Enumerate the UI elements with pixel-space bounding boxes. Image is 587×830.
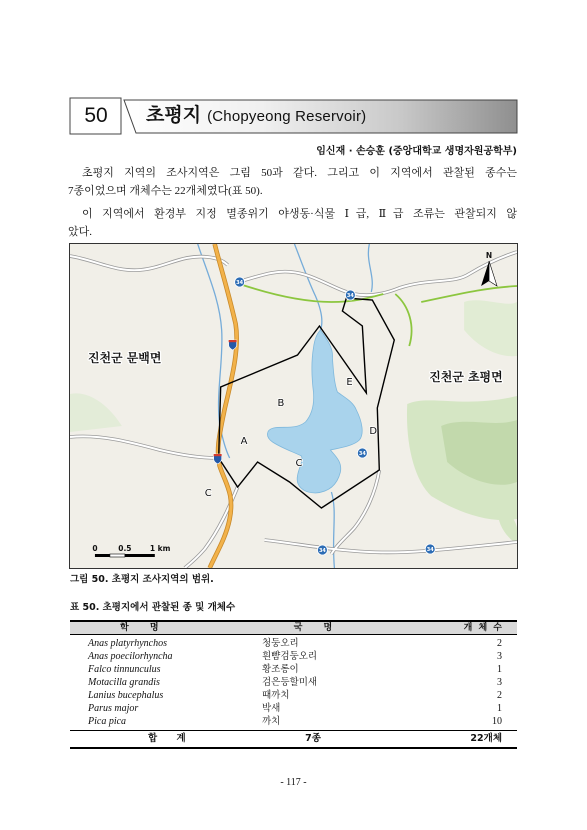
svg-text:34: 34 — [358, 450, 366, 457]
paragraph-line: 7종이었으며 개체수는 22개체였다(표 50). — [68, 185, 263, 197]
svg-text:34: 34 — [426, 546, 434, 553]
table-row — [70, 702, 517, 715]
survey-area-map — [69, 243, 518, 569]
table-row — [70, 715, 517, 731]
site-letter-b: B — [277, 397, 285, 410]
paragraph-line: 았다. — [68, 226, 93, 238]
scientific-name: Anas poecilorhyncha — [88, 651, 173, 662]
figure-caption: 그림 50. 초평지 조사지역의 범위. — [70, 574, 214, 585]
individual-count: 3 — [497, 677, 502, 688]
north-label: N — [485, 250, 493, 261]
scientific-name: Pica pica — [88, 716, 127, 727]
table-row — [70, 663, 517, 676]
table-row — [70, 676, 517, 689]
paragraph-2 — [68, 205, 517, 241]
total-species: 7종 — [248, 731, 378, 749]
korean-name: 황조롱이 — [262, 664, 299, 675]
section-title-korean: 초평지 — [146, 105, 202, 126]
table-total-row — [70, 731, 517, 749]
species-table — [70, 620, 517, 749]
korean-name: 흰뺨검둥오리 — [262, 651, 318, 662]
scientific-name: Motacilla grandis — [88, 677, 160, 688]
individual-count: 10 — [492, 716, 502, 727]
korean-name: 때까치 — [262, 690, 290, 701]
table-row — [70, 650, 517, 663]
scientific-name: Lanius bucephalus — [88, 690, 164, 701]
total-individuals: 22개체 — [378, 731, 517, 749]
korean-name: 까치 — [262, 716, 281, 727]
scientific-name: Anas platyrhynchos — [88, 638, 167, 649]
region-label-munbaek: 진천군 문백면 — [87, 350, 162, 366]
scientific-name: Falco tinnunculus — [88, 664, 161, 675]
section-number: 50 — [84, 104, 108, 127]
korean-name: 박새 — [262, 703, 281, 714]
paragraph-1 — [68, 164, 517, 200]
author-line: 임신재 · 손승훈 (중앙대학교 생명자원공학부) — [316, 146, 517, 157]
paragraph-line: 이 지역에서 환경부 지정 멸종위기 야생동·식물 Ⅰ급, Ⅱ급 조류는 관찰되지 않 — [82, 208, 517, 220]
route-shield — [345, 290, 355, 300]
section-title — [146, 99, 366, 133]
route-shield — [357, 448, 367, 458]
scale-label: 1 km — [149, 543, 171, 554]
route-shield — [425, 544, 435, 554]
individual-count: 2 — [497, 690, 502, 701]
individual-count: 1 — [497, 703, 502, 714]
header-count: 개 체 수 — [378, 621, 517, 635]
route-shield — [317, 545, 327, 555]
header-scientific-name: 학 명 — [70, 621, 248, 635]
table-header-row — [70, 621, 517, 635]
svg-text:34: 34 — [236, 279, 244, 286]
svg-text:34: 34 — [318, 547, 326, 554]
section-title-english: (Chopyeong Reservoir) — [207, 108, 367, 125]
svg-text:34: 34 — [346, 292, 354, 299]
header-korean-name: 국 명 — [248, 621, 378, 635]
site-letter-c: C — [295, 457, 303, 470]
individual-count: 3 — [497, 651, 502, 662]
route-shield — [235, 277, 245, 287]
page-number: - 117 - — [280, 777, 307, 788]
total-label: 합 계 — [70, 731, 248, 749]
table-row — [70, 689, 517, 702]
site-letter-d: D — [369, 425, 378, 438]
korean-name: 검은등할미새 — [262, 677, 318, 688]
site-letter-c: C — [204, 487, 212, 500]
scale-label: 0.5 — [118, 543, 132, 554]
site-letter-a: A — [240, 435, 248, 448]
region-label-chopyeong: 진천군 초평면 — [429, 369, 503, 385]
scientific-name: Parus major — [88, 703, 139, 714]
individual-count: 2 — [497, 638, 502, 649]
korean-name: 청둥오리 — [262, 638, 299, 649]
scale-label: 0 — [92, 543, 98, 554]
table-row — [70, 635, 517, 651]
individual-count: 1 — [497, 664, 502, 675]
table-caption: 표 50. 초평지에서 관찰된 종 및 개체수 — [70, 602, 236, 613]
site-letter-e: E — [346, 376, 353, 389]
paragraph-line: 초평지 지역의 조사지역은 그림 50과 같다. 그리고 이 지역에서 관찰된 종수는 — [82, 167, 517, 179]
